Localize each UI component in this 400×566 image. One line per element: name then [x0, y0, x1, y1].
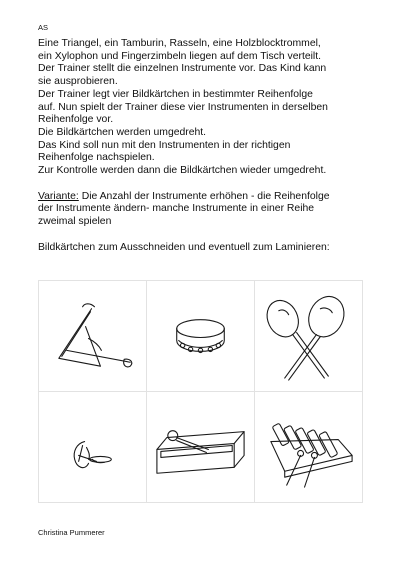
text-line: Zur Kontrolle werden dann die Bildkärtchen wieder umgedreht.	[38, 165, 327, 177]
text-line: ein Xylophon und Fingerzimbeln liegen auf dem Tisch verteilt.	[38, 50, 322, 62]
document-tag: AS	[38, 23, 49, 32]
text-line: Der Trainer legt vier Bildkärtchen in bestimmter Reihenfolge	[38, 88, 313, 100]
variant-text: Die Anzahl der Instrumente erhöhen - die Reihenfolge	[78, 190, 330, 202]
text-line: Das Kind soll nun mit den Instrumenten in der richtigen	[38, 139, 291, 151]
variant-line: zweimal spielen	[38, 216, 112, 228]
finger-cymbals-icon	[39, 392, 146, 502]
text-line: sie ausprobieren.	[38, 76, 118, 88]
variant-line	[38, 191, 368, 204]
text-line: Reihenfolge nachspielen.	[38, 152, 155, 164]
tambourine-icon	[147, 281, 254, 391]
text-line: Der Trainer stellt die einzelnen Instrumente vor. Das Kind kann	[38, 63, 327, 75]
triangle-icon	[39, 281, 146, 391]
text-line: auf. Nun spielt der Trainer diese vier Instrumenten in derselben	[38, 101, 328, 113]
picture-card	[147, 281, 255, 392]
picture-card	[39, 392, 147, 503]
cards-heading: Bildkärtchen zum Ausschneiden und eventuell zum Laminieren:	[38, 241, 330, 253]
maracas-icon	[255, 281, 362, 391]
instructions-text	[38, 38, 368, 255]
picture-card	[255, 392, 363, 503]
author-footer: Christina Pummerer	[38, 528, 105, 537]
wood-block-icon	[147, 392, 254, 502]
text-line: Eine Triangel, ein Tamburin, Rasseln, eine Holzblocktrommel,	[38, 38, 321, 49]
picture-cards-grid	[38, 280, 363, 503]
text-line: Reihenfolge vor.	[38, 114, 114, 126]
variant-label: Variante:	[38, 190, 79, 202]
variant-line: der Instrumente ändern- manche Instrumente in einer Reihe	[38, 203, 315, 215]
picture-card	[39, 281, 147, 392]
text-line: Die Bildkärtchen werden umgedreht.	[38, 126, 207, 138]
picture-card	[147, 392, 255, 503]
xylophone-icon	[255, 392, 362, 502]
picture-card	[255, 281, 363, 392]
